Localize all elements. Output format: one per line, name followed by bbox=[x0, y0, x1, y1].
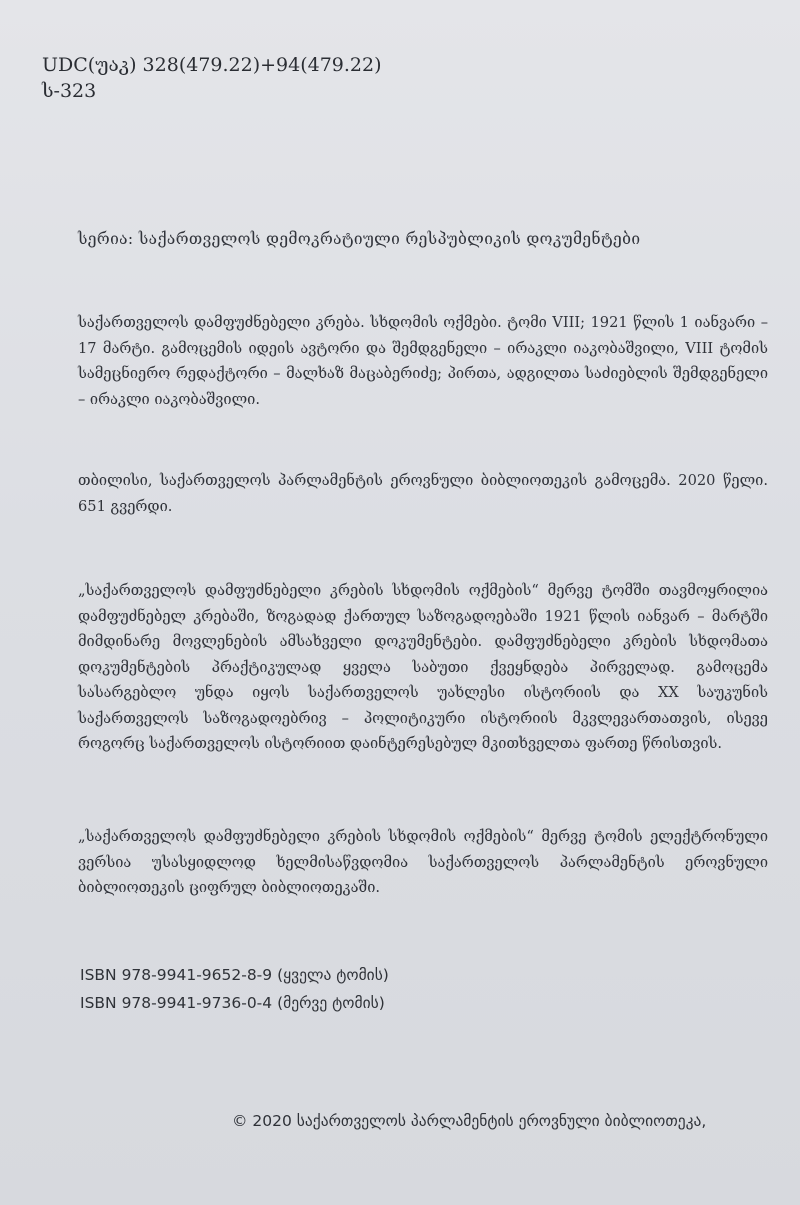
isbn-all-volumes: ISBN 978-9941-9652-8-9 (ყველა ტომის) bbox=[80, 966, 389, 984]
bibliographic-description: საქართველოს დამფუძნებელი კრება. სხდომის ოქმები. ტომი VIII; 1921 წლის 1 იანვარი – 17 მარტი. გამოცემის იდეის ავტორი და შემდგენელი – ირაკლი იაკობაშვილი, VIII ტომის სამეცნიერო რედაქტორი – მალხაზ მაცაბერიძე; პირთა, ადგილთა საძიებლის შემდგენელი – ირაკლი იაკობაშვილი. bbox=[78, 314, 768, 408]
author-mark: ს-323 bbox=[42, 80, 97, 102]
copyright-notice: © 2020 საქართველოს პარლამენტის ეროვნული ბიბლიოთეკა, bbox=[232, 1112, 707, 1130]
annotation-paragraph: „საქართველოს დამფუძნებელი კრების სხდომის ოქმების“ მერვე ტომში თავმოყრილია დამფუძნებელ კრებაში, ზოგადად ქართულ საზოგადოებაში 1921 წლის იანვარ – მარტში მიმდინარე მოვლენების ამსახველი დოკუმენტები. დამფუძნებელი კრების სხდომათა დოკუმენტების პრაქტიკულად ყველა საბუთი ქვეყნდება პირველად. გამოცემა სასარგებლო უნდა იყოს საქართველოს უახლესი ისტორიის და XX საუკუნის საქართველოს საზოგადოებრივ – პოლიტიკური ისტორიის მკვლევართათვის, ისევე როგორც საქართველოს ისტორიით დაინტერესებულ მკითხველთა ფართე წრისთვის. bbox=[78, 582, 768, 752]
isbn-volume-eight: ISBN 978-9941-9736-0-4 (მერვე ტომის) bbox=[80, 994, 385, 1012]
electronic-version-note: „საქართველოს დამფუძნებელი კრების სხდომის ოქმების“ მერვე ტომის ელექტრონული ვერსია უსასყიდლოდ ხელმისაწვდომია საქართველოს პარლამენტის ეროვნული ბიბლიოთეკის ციფრულ ბიბლიოთეკაში. bbox=[78, 828, 768, 896]
udc-classification bbox=[42, 52, 382, 104]
series-title: სერია: საქართველოს დემოკრატიული რესპუბლიკის დოკუმენტები bbox=[78, 230, 641, 248]
udc-code: UDC(უაკ) 328(479.22)+94(479.22) bbox=[42, 54, 382, 76]
publisher-info: თბილისი, საქართველოს პარლამენტის ეროვნული ბიბლიოთეკის გამოცემა. 2020 წელი. 651 გვერდი. bbox=[78, 472, 768, 515]
